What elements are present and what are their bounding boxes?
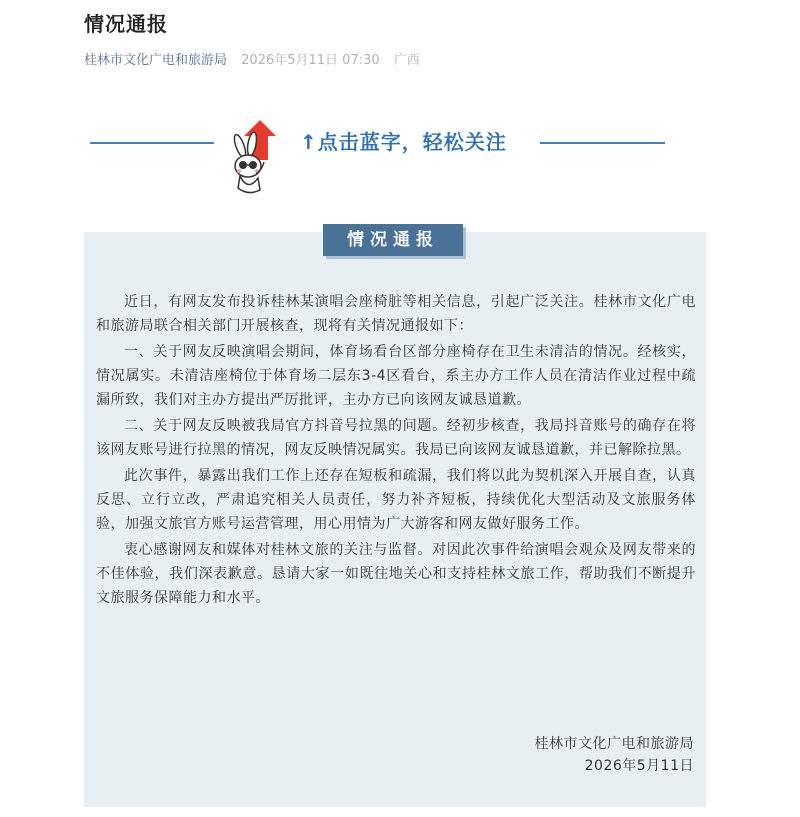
article-meta xyxy=(84,52,430,70)
follow-banner[interactable] xyxy=(90,106,665,198)
publish-region: 广西 xyxy=(393,53,420,68)
banner-divider-left xyxy=(90,142,214,144)
account-name-link[interactable]: 桂林市文化广电和旅游局 xyxy=(84,53,228,68)
notice-tag: 情况通报 xyxy=(323,224,463,256)
notice-signature xyxy=(535,733,695,777)
notice-paragraph: 此次事件，暴露出我们工作上还存在短板和疏漏，我们将以此为契机深入开展自查，认真反思、立行立改，严肃追究相关人员责任，努力补齐短板，持续优化大型活动及文旅服务体验，加强文旅官方账号运营管理，用心用情为广大游客和网友做好服务工作。 xyxy=(96,468,696,532)
rabbit-mascot-icon xyxy=(230,116,294,196)
notice-paragraph: 近日，有网友发布投诉桂林某演唱会座椅脏等相关信息，引起广泛关注。桂林市文化广电和旅游局联合相关部门开展核查，现将有关情况通报如下： xyxy=(96,294,696,334)
signature-date: 2026年5月11日 xyxy=(584,758,694,774)
article-title: 情况通报 xyxy=(84,12,168,36)
notice-paragraph: 二、关于网友反映被我局官方抖音号拉黑的问题。经初步核查，我局抖音账号的确存在将该网友账号进行拉黑的情况，网友反映情况属实。我局已向该网友诚恳道歉，并已解除拉黑。 xyxy=(96,418,696,458)
notice-body xyxy=(96,290,696,612)
notice-paragraph: 一、关于网友反映演唱会期间，体育场看台区部分座椅存在卫生未清洁的情况。经核实，情况属实。未清洁座椅位于体育场二层东3-4区看台，系主办方工作人员在清洁作业过程中疏漏所致，我们对主办方提出严厉批评，主办方已向该网友诚恳道歉。 xyxy=(96,344,696,408)
signature-organization: 桂林市文化广电和旅游局 xyxy=(534,736,694,752)
follow-prompt-text[interactable]: ↑点击蓝字，轻松关注 xyxy=(300,130,507,154)
publish-date: 2026年5月11日 07:30 xyxy=(241,53,380,68)
banner-divider-right xyxy=(540,142,665,144)
notice-paragraph: 衷心感谢网友和媒体对桂林文旅的关注与监督。对因此次事件给演唱会观众及网友带来的不佳体验，我们深表歉意。恳请大家一如既往地关心和支持桂林文旅工作，帮助我们不断提升文旅服务保障能力和水平。 xyxy=(96,542,696,606)
